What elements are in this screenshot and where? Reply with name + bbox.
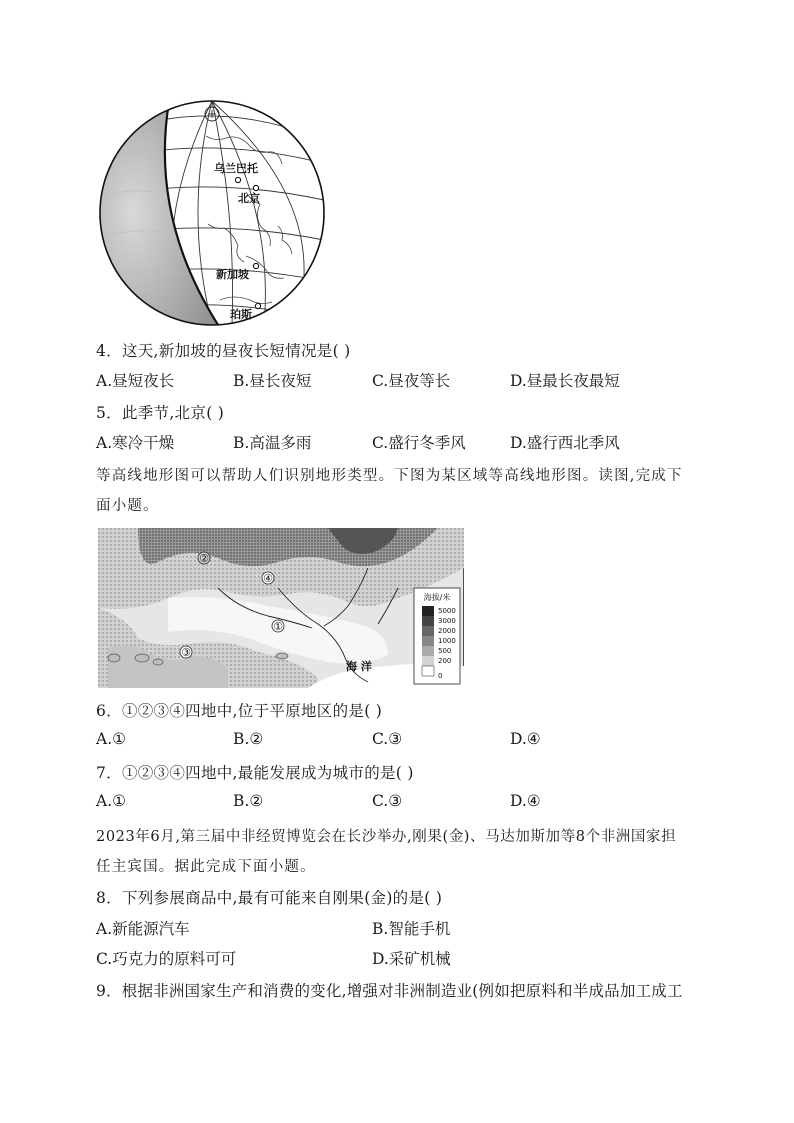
q5-option-c: C.盛行冬季风	[372, 434, 466, 452]
perth-label: 珀斯	[230, 308, 252, 321]
legend-value-0: 0	[438, 672, 443, 680]
q7-option-b: B.②	[233, 792, 264, 810]
expo-intro-line-2: 任主宾国。据此完成下面小题。	[96, 859, 316, 875]
legend-value-1000: 1000	[438, 637, 456, 645]
q4-option-d: D.昼最长夜最短	[510, 372, 620, 390]
expo-intro-line-1: 2023年6月,第三届中非经贸博览会在长沙举办,刚果(金)、马达加斯加等8个非洲国家担	[96, 829, 677, 845]
sea-label: 海 洋	[346, 660, 372, 673]
svg-text:③: ③	[181, 646, 191, 659]
marker-3	[180, 646, 192, 659]
beijing-point	[253, 185, 258, 190]
question-6-stem: 6．①②③④四地中,位于平原地区的是( )	[96, 702, 383, 720]
ulaanbaatar-point	[235, 177, 240, 182]
q8-option-c: C.巧克力的原料可可	[96, 950, 237, 968]
q4-option-a: A.昼短夜长	[96, 372, 175, 390]
marker-4	[262, 572, 274, 585]
legend-value-5000: 5000	[438, 607, 456, 615]
svg-text:①: ①	[273, 620, 283, 633]
q5-option-d: D.盛行西北季风	[510, 434, 620, 452]
q7-option-d: D.④	[510, 792, 541, 810]
q7-option-c: C.③	[372, 792, 403, 810]
q4-option-c: C.昼夜等长	[372, 372, 451, 390]
singapore-point	[253, 263, 258, 268]
contour-intro-line-2: 面小题。	[96, 498, 159, 514]
elevation-legend	[414, 588, 460, 684]
globe-figure	[96, 96, 328, 332]
q5-option-a: A.寒冷干燥	[96, 434, 175, 452]
q6-option-a: A.①	[96, 730, 127, 748]
q6-option-c: C.③	[372, 730, 403, 748]
q8-option-b: B.智能手机	[372, 920, 451, 938]
singapore-label: 新加坡	[216, 268, 249, 281]
legend-title: 海拔/米	[423, 593, 451, 602]
ulaanbaatar-label: 乌兰巴托	[214, 162, 258, 175]
question-5-stem: 5．此季节,北京( )	[96, 404, 225, 422]
legend-value-2000: 2000	[438, 627, 456, 635]
legend-value-500: 500	[438, 647, 452, 655]
q8-option-d: D.采矿机械	[372, 950, 451, 968]
marker-2	[198, 552, 210, 565]
q5-option-b: B.高温多雨	[233, 434, 312, 452]
legend-value-3000: 3000	[438, 617, 456, 625]
q6-option-d: D.④	[510, 730, 541, 748]
q4-option-b: B.昼长夜短	[233, 372, 312, 390]
contour-map-figure	[98, 528, 464, 688]
svg-text:④: ④	[263, 572, 273, 585]
q6-option-b: B.②	[233, 730, 264, 748]
beijing-label: 北京	[238, 192, 260, 205]
question-9-stem: 9．根据非洲国家生产和消费的变化,增强对非洲制造业(例如把原料和半成品加工成工	[96, 982, 683, 1000]
question-7-stem: 7．①②③④四地中,最能发展成为城市的是( )	[96, 764, 414, 782]
legend-value-200: 200	[438, 657, 452, 665]
contour-intro-line-1: 等高线地形图可以帮助人们识别地形类型。下图为某区域等高线地形图。读图,完成下	[96, 468, 683, 484]
question-4-stem: 4．这天,新加坡的昼夜长短情况是( )	[96, 342, 351, 360]
svg-text:②: ②	[199, 552, 209, 565]
q8-option-a: A.新能源汽车	[96, 920, 190, 938]
perth-point	[255, 303, 260, 308]
marker-1	[272, 620, 284, 633]
question-8-stem: 8．下列参展商品中,最有可能来自刚果(金)的是( )	[96, 889, 443, 907]
q7-option-a: A.①	[96, 792, 127, 810]
